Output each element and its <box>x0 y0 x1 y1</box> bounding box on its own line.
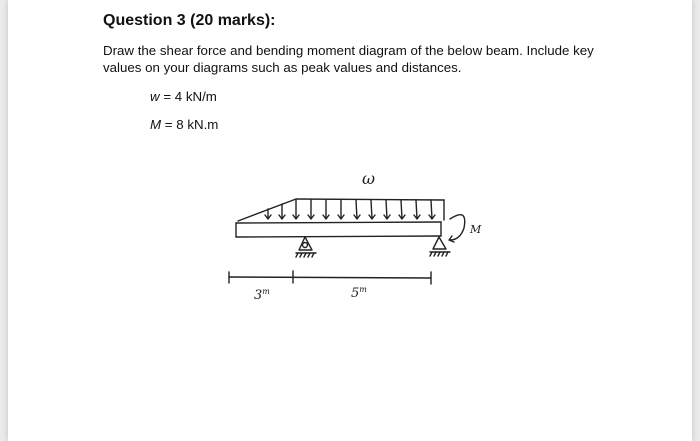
pin-support <box>296 237 316 257</box>
dim-right-label <box>351 285 367 301</box>
question-heading: Question 3 (20 marks): <box>103 12 276 29</box>
given-symbol-m: M <box>150 117 162 132</box>
moment-label: M <box>470 223 482 236</box>
load-arrows <box>265 200 435 219</box>
dim-left-label <box>254 287 270 303</box>
given-symbol-w: w <box>150 89 160 104</box>
given-value-w: = 4 kN/m <box>163 89 217 104</box>
load-arrow <box>354 200 360 219</box>
load-arrow <box>384 200 390 219</box>
load-arrow <box>429 200 435 219</box>
beam <box>236 222 441 237</box>
load-arrow <box>293 200 299 219</box>
dim-right-unit: m <box>359 285 367 294</box>
right-support <box>430 237 450 256</box>
load-arrow <box>399 200 405 219</box>
load-arrow <box>279 204 285 219</box>
load-arrow <box>414 200 420 219</box>
load-label: ω <box>362 169 376 188</box>
load-arrow <box>369 200 375 219</box>
dimension-line <box>229 271 431 284</box>
dim-left-value: 3 <box>254 288 263 303</box>
given-value-m: = 8 kN.m <box>164 117 219 132</box>
dim-left-unit: m <box>262 287 270 296</box>
question-instructions: Draw the shear force and bending moment diagram of the below beam. Include key values on your diagrams such as peak values and distances. <box>103 43 594 75</box>
dim-right-value: 5 <box>351 286 360 301</box>
load-arrow <box>323 200 329 219</box>
moment-arrow <box>449 215 465 242</box>
load-arrow <box>338 200 344 219</box>
load-arrow <box>308 200 314 219</box>
